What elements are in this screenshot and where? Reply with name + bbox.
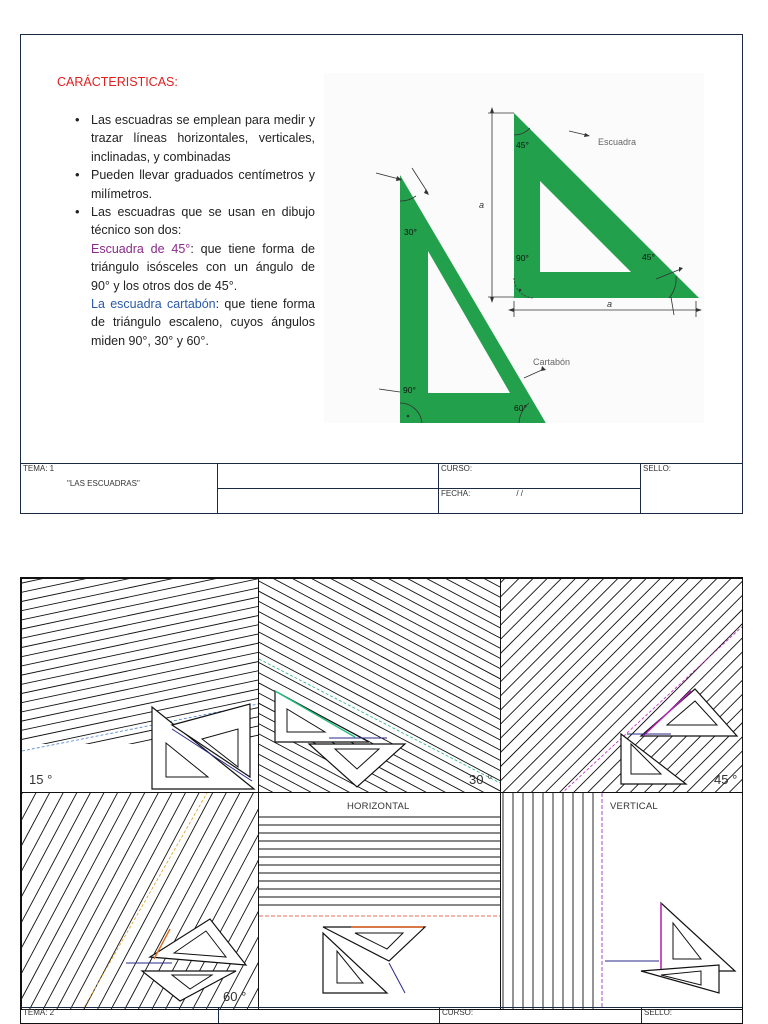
angle-label-45: 45 ° <box>714 772 738 787</box>
sello-cell: SELLO: <box>641 464 743 514</box>
hatch-line <box>22 793 137 1010</box>
hatch-line <box>230 793 259 1010</box>
bullet-graduation: • Pueden llevar graduados centímetros y milímetros. <box>91 166 315 203</box>
title-block-2 <box>20 1007 743 1024</box>
hatch-line <box>259 579 501 665</box>
hatch-line <box>22 579 259 732</box>
hatch-line <box>39 793 259 1010</box>
panel-60-degrees <box>21 792 259 1010</box>
hatch-line <box>22 579 259 714</box>
hatch-line <box>22 793 31 1010</box>
hatch-line <box>259 579 501 594</box>
hatch-line <box>259 579 501 626</box>
hatch-45 <box>501 579 743 793</box>
set-squares-figure <box>324 73 704 423</box>
hatch-horizontal <box>259 793 501 1010</box>
hatch-line <box>259 779 501 793</box>
hatch-15 <box>22 579 259 793</box>
hatch-line <box>22 579 259 793</box>
fecha-cell: FECHA: / / <box>439 489 641 514</box>
hatch-line <box>22 793 84 1010</box>
escuadra-45-term: Escuadra de 45° <box>91 241 191 256</box>
curso-cell: CURSO: <box>439 464 641 489</box>
worksheet-1 <box>20 34 743 514</box>
panel-vertical <box>500 792 743 1010</box>
hatch-line <box>259 579 501 689</box>
curso-cell: CURSO: <box>440 1008 642 1024</box>
cartabon-caption: Cartabón <box>533 357 571 367</box>
bullet-usage: • Las escuadras se emplean para medir y trazar líneas horizontales, verticales, inclinadas, y combinadas <box>91 111 315 166</box>
horizontal-title: HORIZONTAL <box>347 801 410 812</box>
hatch-line <box>501 579 729 793</box>
escuadra-caption: Escuadra <box>598 137 637 147</box>
characteristics-heading: CARÁCTERISTICAS: <box>57 75 178 89</box>
cartabon-term: La escuadra cartabón <box>91 297 216 312</box>
sello-cell: SELLO: <box>642 1008 744 1024</box>
hatch-line <box>219 793 259 1010</box>
panel-30-degrees <box>258 578 501 793</box>
worksheet-2 <box>20 577 743 1024</box>
hatch-line <box>22 793 105 1010</box>
hatch-line <box>501 579 715 779</box>
hatch-line <box>22 793 63 1010</box>
svg-text:a: a <box>607 299 613 309</box>
tema-label: TEMA: 1 <box>23 464 55 473</box>
hatch-line <box>22 579 259 600</box>
hatch-line <box>22 579 259 582</box>
panel-15-degrees <box>21 578 259 793</box>
panel-45-degrees <box>500 578 743 793</box>
tema-label: TEMA: 2 <box>21 1008 219 1024</box>
angle-label-30: 30 ° <box>469 772 493 787</box>
hatch-line <box>22 579 259 644</box>
hatch-line <box>22 579 259 697</box>
hatch-line <box>259 579 501 673</box>
hatch-line <box>22 793 52 1010</box>
bullet-types: • Las escuadras que se usan en dibujo técnico son dos: Escuadra de 45°: que tiene forma de triángulo isósceles con un ángulo de 90° y los otros dos de 45°. La escuadra cartabón: que tiene forma de triángulo escaleno, cuyos ángulos miden 90°, 30° y 60°. <box>91 203 315 350</box>
blank-cell <box>219 1008 440 1024</box>
hatch-line <box>22 793 169 1010</box>
hatch-line <box>259 579 501 697</box>
svg-text:45°: 45° <box>516 140 529 150</box>
vertical-title: VERTICAL <box>610 801 658 812</box>
angle-label-60: 60 ° <box>223 989 247 1004</box>
svg-text:45°: 45° <box>642 252 655 262</box>
hatch-60 <box>22 793 259 1010</box>
title-block-1 <box>20 463 743 514</box>
hatch-vertical <box>501 793 743 1010</box>
hatch-line <box>22 793 158 1010</box>
tema-name: "LAS ESCUADRAS" <box>67 479 140 488</box>
svg-text:90°: 90° <box>403 385 416 395</box>
svg-text:a: a <box>479 200 485 210</box>
panel-horizontal <box>258 792 501 1010</box>
svg-text:90°: 90° <box>516 253 529 263</box>
svg-text:60°: 60° <box>514 403 527 413</box>
hatch-30 <box>259 579 501 793</box>
blank-cell <box>218 464 439 489</box>
blank-cell <box>218 489 439 514</box>
hatch-line <box>22 793 73 1010</box>
hatch-line <box>22 579 259 670</box>
hatch-line <box>259 579 501 649</box>
hatch-line <box>501 579 673 736</box>
hatch-line <box>22 793 116 1010</box>
hatch-line <box>22 579 259 635</box>
angle-label-15: 15 ° <box>29 772 53 787</box>
characteristics-list <box>91 111 315 350</box>
svg-text:30°: 30° <box>404 227 417 237</box>
